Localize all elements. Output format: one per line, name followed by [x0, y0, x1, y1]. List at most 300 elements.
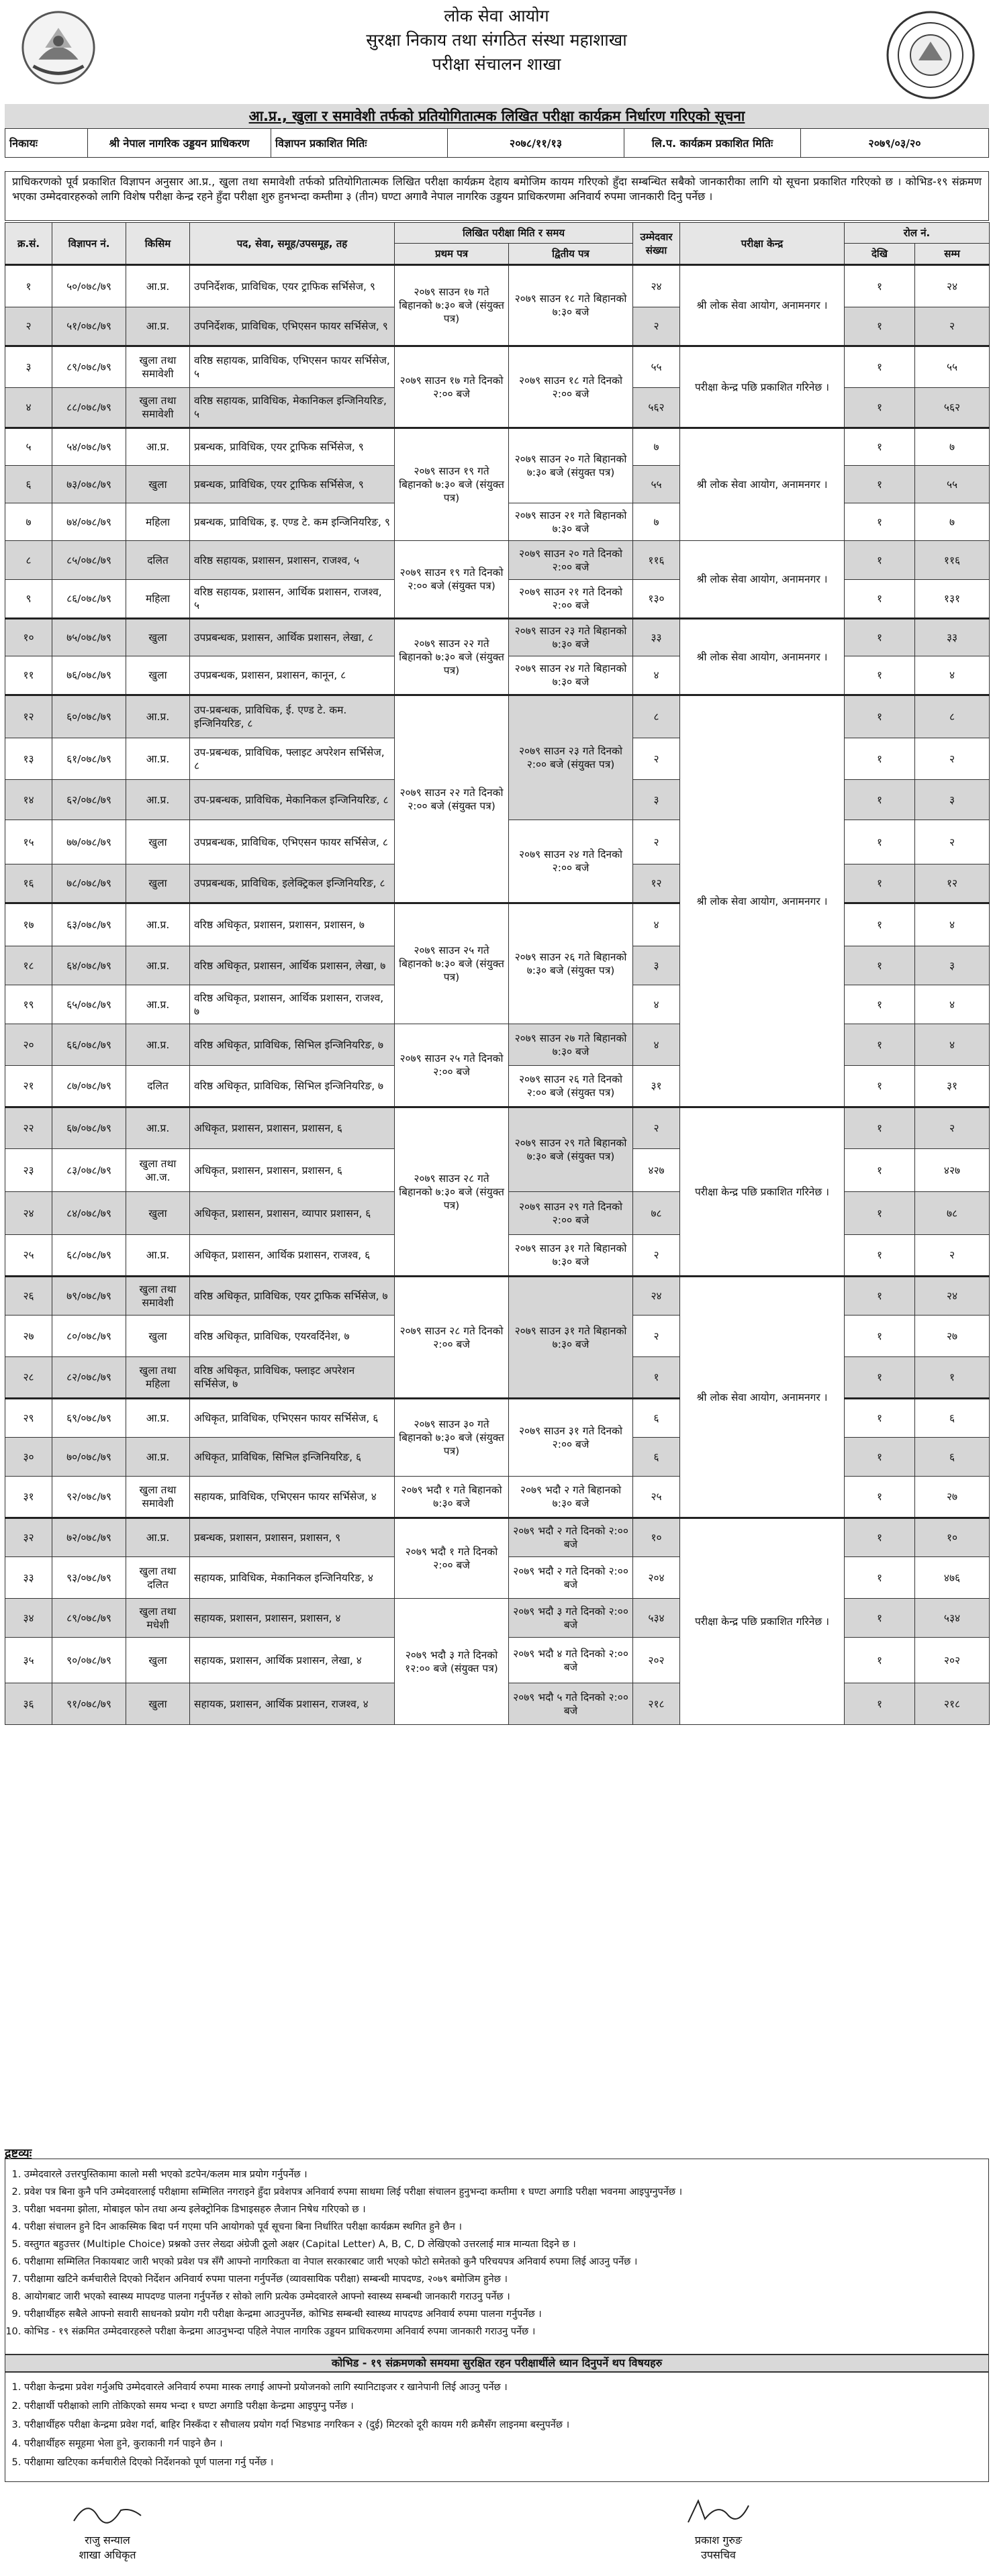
cell-sn: ३३	[5, 1557, 52, 1599]
cell-roll-to: १२	[915, 864, 990, 903]
cell-ad-no: ९३/०७८/७९	[52, 1557, 126, 1599]
cell-sn: १३	[5, 738, 52, 780]
cell-type: खुला तथा समावेशी	[126, 346, 190, 388]
cell-roll-to: २७	[915, 1477, 990, 1518]
note-item: 9. परीक्षार्थीहरु सबैले आफ्नो सवारी साधनको प्रयोग गरी परीक्षा केन्द्रमा आउनुपर्नेछ, कोभिड सम्बन्धी स्वास्थ्य मापदण्ड अनिवार्य रुपमा पालना गर्नुपर्नेछ ।	[24, 2306, 982, 2323]
cell-roll-from: १	[845, 466, 915, 503]
cell-roll-from: १	[845, 738, 915, 780]
cell-roll-to: २	[915, 738, 990, 780]
intro-paragraph: प्राधिकरणको पूर्व प्रकाशित विज्ञापन अनुसार आ.प्र., खुला तथा समावेशी तर्फको प्रतियोगितात्मक लिखित परीक्षा कार्यक्रम देहाय बमोजिम कायम गरिएको हुँदा सम्बन्धित सबैको जानकारीका लागि यो सूचना प्रकाशित गरिएको छ । कोभिड-१९ संक्रमण भएका उम्मेदवारहरुको लागि विशेष परीक्षा केन्द्र रहने हुँदा परीक्षा शुरु हुनभन्दा कम्तीमा ३ (तीन) घण्टा अगावै नेपाल नागरिक उड्डयन प्राधिकरणमा अनिवार्य रुपमा जानकारी दिनु पर्नेछ ।	[5, 171, 989, 221]
cell-ad-no: ६७/०७८/७९	[52, 1107, 126, 1149]
cell-roll-from: १	[845, 265, 915, 307]
note-item: 10. कोभिड - १९ संक्रमित उम्मेदवारहरुले परीक्षा केन्द्रमा आउनुभन्दा पहिले नेपाल नागरिक उड्डयन प्राधिकरणमा अनिवार्य रुपमा जानकारी गराउनु पर्नेछ ।	[24, 2323, 982, 2340]
cell-roll-from: १	[845, 1438, 915, 1477]
cell-roll-to: ६	[915, 1438, 990, 1477]
cell-type: आ.प्र.	[126, 695, 190, 738]
cell-roll-from: १	[845, 1357, 915, 1399]
cell-type: खुला तथा समावेशी	[126, 1277, 190, 1316]
cell-roll-from: १	[845, 428, 915, 466]
cell-sn: ३०	[5, 1438, 52, 1477]
col-roll-from: देखि	[845, 244, 915, 265]
cell-paper2: २०७९ साउन २६ गते बिहानको ७:३० बजे (संयुक्त पत्र)	[509, 903, 633, 1024]
cell-ad-no: ८८/०७८/७९	[52, 388, 126, 428]
cell-roll-from: १	[845, 1277, 915, 1316]
cell-type: आ.प्र.	[126, 985, 190, 1024]
cell-roll-to: ४	[915, 656, 990, 695]
cell-paper2: २०७९ साउन २३ गते दिनको २:०० बजे (संयुक्त पत्र)	[509, 695, 633, 820]
cell-post: उपप्रबन्धक, प्रशासन, प्रशासन, कानून, ८	[190, 656, 395, 695]
cell-count: २	[633, 1235, 680, 1277]
cell-count: ३१	[633, 1066, 680, 1107]
cell-roll-from: १	[845, 1599, 915, 1638]
cell-sn: १४	[5, 780, 52, 820]
cell-count: ४२७	[633, 1149, 680, 1192]
cell-ad-no: ५१/०७८/७९	[52, 307, 126, 346]
col-roll-to: सम्म	[915, 244, 990, 265]
cell-roll-from: १	[845, 780, 915, 820]
cell-ad-no: ८४/०७८/७९	[52, 1192, 126, 1235]
cell-count: २०४	[633, 1557, 680, 1599]
cell-ad-no: ९०/०७८/७९	[52, 1638, 126, 1683]
cell-post: उपप्रबन्धक, प्राविधिक, इलेक्ट्रिकल इन्जिनियरिङ, ८	[190, 864, 395, 903]
cell-roll-from: १	[845, 903, 915, 946]
cell-type: खुला	[126, 1638, 190, 1683]
cell-roll-to: ६	[915, 1399, 990, 1438]
cell-ad-no: ७३/०७८/७९	[52, 466, 126, 503]
cell-paper2: २०७९ भदौ २ गते दिनको २:०० बजे	[509, 1557, 633, 1599]
cell-paper1: २०७९ साउन २२ गते बिहानको ७:३० बजे (संयुक्त पत्र)	[395, 619, 509, 695]
cell-roll-from: १	[845, 946, 915, 985]
cell-ad-no: ७४/०७८/७९	[52, 503, 126, 541]
cell-sn: १९	[5, 985, 52, 1024]
col-post: पद, सेवा, समूह/उपसमूह, तह	[190, 223, 395, 265]
cell-ad-no: ८७/०७८/७९	[52, 1066, 126, 1107]
cell-paper1: २०७९ साउन १९ गते बिहानको ७:३० बजे (संयुक्त पत्र)	[395, 428, 509, 541]
cell-post: वरिष्ठ अधिकृत, प्राविधिक, एयर ट्राफिक सर्भिसेज, ७	[190, 1277, 395, 1316]
cell-sn: २४	[5, 1192, 52, 1235]
cell-sn: ७	[5, 503, 52, 541]
cell-sn: १६	[5, 864, 52, 903]
cell-sn: २१	[5, 1066, 52, 1107]
cell-count: ३	[633, 780, 680, 820]
cell-type: आ.प्र.	[126, 1518, 190, 1557]
cell-ad-no: ६९/०७८/७९	[52, 1399, 126, 1438]
cell-roll-from: १	[845, 864, 915, 903]
cell-type: महिला	[126, 580, 190, 619]
cell-roll-from: १	[845, 1638, 915, 1683]
cell-paper2: २०७९ साउन २१ गते दिनको २:०० बजे	[509, 580, 633, 619]
cell-post: अधिकृत, प्रशासन, प्रशासन, व्यापार प्रशासन, ६	[190, 1192, 395, 1235]
cell-sn: १२	[5, 695, 52, 738]
cell-type: आ.प्र.	[126, 1438, 190, 1477]
cell-count: ७८	[633, 1192, 680, 1235]
cell-count: २	[633, 1316, 680, 1357]
cell-roll-to: ४	[915, 1024, 990, 1066]
cell-paper1: २०७९ भदौ १ गते बिहानको ७:३० बजे	[395, 1477, 509, 1518]
note-item: 5. वस्तुगत बहुउत्तर (Multiple Choice) प्रश्नको उत्तर लेख्दा अंग्रेजी ठूलो अक्षर (Capital Letter) A, B, C, D लेखिएको उत्तरलाई मात्र मान्यता दिइने छ ।	[24, 2236, 982, 2253]
signer-right-title: उपसचिव	[701, 2548, 736, 2561]
cell-center: श्री लोक सेवा आयोग, अनामनगर ।	[680, 619, 845, 695]
meta-table	[5, 128, 989, 158]
cell-count: ६	[633, 1399, 680, 1438]
covid-item: 4. परीक्षार्थीहरु समूहमा भेला हुने, कुराकानी गर्न पाइने छैन ।	[24, 2434, 982, 2453]
cell-paper2: २०७९ साउन २० गते दिनको २:०० बजे	[509, 541, 633, 580]
cell-sn: ११	[5, 656, 52, 695]
header-titles	[235, 4, 758, 77]
cell-count: ५५	[633, 346, 680, 388]
cell-roll-from: १	[845, 1518, 915, 1557]
cell-count: २	[633, 738, 680, 780]
cell-type: आ.प्र.	[126, 738, 190, 780]
signer-right-name: प्रकाश गुरुङ	[694, 2534, 743, 2546]
cell-roll-to: ३१	[915, 1066, 990, 1107]
col-count: उम्मेदवार संख्या	[633, 223, 680, 265]
cell-count: ३३	[633, 619, 680, 656]
table-body	[5, 265, 990, 1725]
cell-paper1: २०७९ साउन २२ गते दिनको २:०० बजे (संयुक्त पत्र)	[395, 695, 509, 903]
cell-roll-from: १	[845, 695, 915, 738]
col-exam-date-time: लिखित परीक्षा मिति र समय	[395, 223, 633, 244]
note-item: 7. परीक्षामा खटिने कर्मचारीले दिएको निर्देशन अनिवार्य रुपमा पालना गर्नुपर्नेछ (व्यावसायिक परीक्षा) सम्बन्धी मापदण्ड, २०७९ बमोजिम हुनेछ ।	[24, 2271, 982, 2288]
cell-ad-no: ७९/०७८/७९	[52, 1277, 126, 1316]
cell-post: उप-प्रबन्धक, प्राविधिक, फ्लाइट अपरेशन सर्भिसेज, ८	[190, 738, 395, 780]
cell-count: ३	[633, 946, 680, 985]
cell-paper2: २०७९ भदौ २ गते बिहानको ७:३० बजे	[509, 1477, 633, 1518]
cell-post: वरिष्ठ अधिकृत, प्राविधिक, सिभिल इन्जिनियरिङ, ७	[190, 1066, 395, 1107]
cell-type: आ.प्र.	[126, 307, 190, 346]
cell-type: आ.प्र.	[126, 1024, 190, 1066]
covid-item: 1. परीक्षा केन्द्रमा प्रवेश गर्नुअघि उम्मेदवारले अनिवार्य रुपमा मास्क लगाई आफ्नो प्रयोजनको लागि स्यानिटाइजर र खानेपानी लिई आउनु पर्नेछ ।	[24, 2378, 982, 2397]
cell-ad-no: ७६/०७८/७९	[52, 656, 126, 695]
cell-post: प्रबन्धक, प्राविधिक, एयर ट्राफिक सर्भिसेज, ९	[190, 428, 395, 466]
cell-count: ८	[633, 695, 680, 738]
cell-ad-no: ८६/०७८/७९	[52, 580, 126, 619]
cell-count: २	[633, 820, 680, 864]
signer-left-title: शाखा अधिकृत	[79, 2548, 136, 2561]
cell-roll-to: १३१	[915, 580, 990, 619]
cell-roll-to: ७	[915, 428, 990, 466]
cell-sn: २७	[5, 1316, 52, 1357]
cell-roll-from: १	[845, 1477, 915, 1518]
cell-post: प्रबन्धक, प्रशासन, प्रशासन, प्रशासन, ९	[190, 1518, 395, 1557]
cell-roll-to: २	[915, 1235, 990, 1277]
cell-count: २	[633, 307, 680, 346]
cell-sn: ९	[5, 580, 52, 619]
nepal-emblem-icon	[19, 8, 98, 87]
cell-count: ४	[633, 1024, 680, 1066]
cell-sn: १८	[5, 946, 52, 985]
cell-paper1: २०७९ भदौ १ गते दिनको २:०० बजे	[395, 1518, 509, 1599]
cell-count: ६	[633, 1438, 680, 1477]
cell-post: सहायक, प्राविधिक, एभिएसन फायर सर्भिसेज, ४	[190, 1477, 395, 1518]
cell-count: २०२	[633, 1638, 680, 1683]
cell-roll-to: २	[915, 307, 990, 346]
col-type: किसिम	[126, 223, 190, 265]
cell-paper2: २०७९ साउन २३ गते बिहानको ७:३० बजे	[509, 619, 633, 656]
cell-type: खुला	[126, 656, 190, 695]
cell-sn: २३	[5, 1149, 52, 1192]
cell-roll-to: ३	[915, 946, 990, 985]
cell-type: दलित	[126, 1066, 190, 1107]
cell-roll-to: ५५	[915, 466, 990, 503]
cell-ad-no: ५०/०७८/७९	[52, 265, 126, 307]
cell-roll-to: २०२	[915, 1638, 990, 1683]
cell-post: वरिष्ठ अधिकृत, प्राविधिक, सिभिल इन्जिनियरिङ, ७	[190, 1024, 395, 1066]
cell-sn: २२	[5, 1107, 52, 1149]
cell-count: २४	[633, 265, 680, 307]
cell-type: खुला	[126, 1316, 190, 1357]
cell-roll-from: १	[845, 346, 915, 388]
cell-type: खुला	[126, 1683, 190, 1725]
cell-count: २१८	[633, 1683, 680, 1725]
cell-roll-from: १	[845, 1192, 915, 1235]
cell-roll-to: २१८	[915, 1683, 990, 1725]
org-value: श्री नेपाल नागरिक उड्डयन प्राधिकरण	[88, 129, 271, 158]
cell-paper2: २०७९ साउन ३१ गते बिहानको ७:३० बजे	[509, 1235, 633, 1277]
cell-paper1: २०७९ साउन २५ गते बिहानको ७:३० बजे (संयुक्त पत्र)	[395, 903, 509, 1024]
cell-post: वरिष्ठ सहायक, प्राविधिक, मेकानिकल इन्जिनियरिङ, ५	[190, 388, 395, 428]
cell-paper2: २०७९ साउन २९ गते बिहानको ७:३० बजे (संयुक्त पत्र)	[509, 1107, 633, 1192]
cell-roll-from: १	[845, 1683, 915, 1725]
cell-roll-to: ३३	[915, 619, 990, 656]
cell-roll-from: १	[845, 580, 915, 619]
cell-post: उप-प्रबन्धक, प्राविधिक, ई. एण्ड टे. कम. इन्जिनियरिङ, ८	[190, 695, 395, 738]
covid-item: 5. परीक्षामा खटिएका कर्मचारीले दिएको निर्देशनको पूर्ण पालना गर्नु पर्नेछ ।	[24, 2453, 982, 2472]
cell-roll-to: ४	[915, 903, 990, 946]
cell-ad-no: ७२/०७८/७९	[52, 1518, 126, 1557]
cell-ad-no: ६०/०७८/७९	[52, 695, 126, 738]
cell-count: १२	[633, 864, 680, 903]
cell-type: खुला तथा समावेशी	[126, 1477, 190, 1518]
cell-paper2: २०७९ साउन २० गते बिहानको ७:३० बजे (संयुक्त पत्र)	[509, 428, 633, 503]
signature-scribble-right	[678, 2495, 759, 2530]
cell-count: ५५	[633, 466, 680, 503]
cell-paper2: २०७९ साउन १८ गते बिहानको ७:३० बजे	[509, 265, 633, 346]
cell-ad-no: ७५/०७८/७९	[52, 619, 126, 656]
cell-post: वरिष्ठ अधिकृत, प्रशासन, आर्थिक प्रशासन, राजश्व, ७	[190, 985, 395, 1024]
cell-ad-no: ६६/०७८/७९	[52, 1024, 126, 1066]
cell-roll-to: ५३४	[915, 1599, 990, 1638]
cell-post: वरिष्ठ सहायक, प्रशासन, प्रशासन, राजश्व, ५	[190, 541, 395, 580]
cell-post: वरिष्ठ अधिकृत, प्रशासन, प्रशासन, प्रशासन, ७	[190, 903, 395, 946]
cell-type: आ.प्र.	[126, 1399, 190, 1438]
cell-type: खुला तथा महिला	[126, 1357, 190, 1399]
cell-paper1: २०७९ भदौ ३ गते दिनको १२:०० बजे (संयुक्त पत्र)	[395, 1599, 509, 1725]
cell-sn: ३४	[5, 1599, 52, 1638]
cell-type: आ.प्र.	[126, 946, 190, 985]
cell-ad-no: ९२/०७८/७९	[52, 1477, 126, 1518]
cell-ad-no: ६४/०७८/७९	[52, 946, 126, 985]
col-paper2: द्वितीय पत्र	[509, 244, 633, 265]
section-title: परीक्षा संचालन शाखा	[432, 54, 561, 74]
note-item: 3. परीक्षा भवनमा झोला, मोबाइल फोन तथा अन्य इलेक्ट्रोनिक डिभाइसहरु लैजान निषेध गरिएको छ ।	[24, 2201, 982, 2218]
cell-paper1: २०७९ साउन २८ गते दिनको २:०० बजे	[395, 1277, 509, 1399]
cell-ad-no: ८३/०७८/७९	[52, 1149, 126, 1192]
cell-ad-no: ५४/०७८/७९	[52, 428, 126, 466]
cell-type: खुला	[126, 820, 190, 864]
cell-roll-from: १	[845, 1235, 915, 1277]
cell-post: वरिष्ठ अधिकृत, प्राविधिक, फ्लाइट अपरेशन सर्भिसेज, ७	[190, 1357, 395, 1399]
cell-ad-no: ६८/०७८/७९	[52, 1235, 126, 1277]
cell-ad-no: ६५/०७८/७९	[52, 985, 126, 1024]
cell-roll-to: २७	[915, 1316, 990, 1357]
org-label: निकायः	[5, 129, 88, 158]
cell-post: उपप्रबन्धक, प्रशासन, आर्थिक प्रशासन, लेखा, ८	[190, 619, 395, 656]
cell-type: खुला तथा मधेशी	[126, 1599, 190, 1638]
cell-sn: २६	[5, 1277, 52, 1316]
cell-center: परीक्षा केन्द्र पछि प्रकाशित गरिनेछ ।	[680, 1518, 845, 1725]
cell-roll-from: १	[845, 388, 915, 428]
note-item: 1. उम्मेदवारले उत्तरपुस्तिकामा कालो मसी भएको डटपेन/कलम मात्र प्रयोग गर्नुपर्नेछ ।	[24, 2166, 982, 2183]
cell-roll-to: ८	[915, 695, 990, 738]
cell-post: प्रबन्धक, प्राविधिक, एयर ट्राफिक सर्भिसेज, ९	[190, 466, 395, 503]
covid-box	[5, 2372, 989, 2482]
col-center: परीक्षा केन्द्र	[680, 223, 845, 265]
cell-type: आ.प्र.	[126, 1235, 190, 1277]
table-row	[5, 1518, 990, 1557]
psc-seal-icon	[884, 8, 978, 102]
cell-post: उपनिर्देशक, प्राविधिक, एभिएसन फायर सर्भिसेज, ९	[190, 307, 395, 346]
cell-post: सहायक, प्रशासन, आर्थिक प्रशासन, राजश्व, ४	[190, 1683, 395, 1725]
cell-sn: २९	[5, 1399, 52, 1438]
cell-type: आ.प्र.	[126, 903, 190, 946]
cell-ad-no: ७७/०७८/७९	[52, 820, 126, 864]
cell-ad-no: ६२/०७८/७९	[52, 780, 126, 820]
cell-post: सहायक, प्रशासन, प्रशासन, प्रशासन, ४	[190, 1599, 395, 1638]
cell-type: खुला	[126, 619, 190, 656]
cell-ad-no: ७८/०७८/७९	[52, 864, 126, 903]
prog-date-label: लि.प. कार्यक्रम प्रकाशित मितिः	[624, 129, 801, 158]
cell-ad-no: ७०/०७८/७९	[52, 1438, 126, 1477]
cell-type: खुला	[126, 466, 190, 503]
covid-item: 3. परीक्षार्थीहरु परीक्षा केन्द्रमा प्रवेश गर्दा, बाहिर निस्कँदा र सौचालय प्रयोग गर्दा भिडभाड नगरिकन २ (दुई) मिटरको दूरी कायम गरी क्रमैसँग लाइनमा बस्नुपर्नेछ ।	[24, 2416, 982, 2434]
cell-paper2: २०७९ साउन १८ गते दिनको २:०० बजे	[509, 346, 633, 428]
cell-type: दलित	[126, 541, 190, 580]
cell-sn: ३१	[5, 1477, 52, 1518]
cell-count: ७	[633, 428, 680, 466]
cell-count: १	[633, 1357, 680, 1399]
cell-post: सहायक, प्राविधिक, मेकानिकल इन्जिनियरिङ, ४	[190, 1557, 395, 1599]
cell-roll-to: ४७६	[915, 1557, 990, 1599]
cell-roll-to: ७	[915, 503, 990, 541]
cell-roll-from: १	[845, 541, 915, 580]
cell-sn: ३६	[5, 1683, 52, 1725]
cell-center: श्री लोक सेवा आयोग, अनामनगर ।	[680, 541, 845, 619]
table-row	[5, 1107, 990, 1149]
cell-paper1: २०७९ साउन १९ गते दिनको २:०० बजे (संयुक्त पत्र)	[395, 541, 509, 619]
cell-sn: ३	[5, 346, 52, 388]
cell-sn: १०	[5, 619, 52, 656]
cell-sn: १७	[5, 903, 52, 946]
cell-post: वरिष्ठ अधिकृत, प्रशासन, आर्थिक प्रशासन, लेखा, ७	[190, 946, 395, 985]
table-row	[5, 1277, 990, 1316]
cell-ad-no: ८९/०७८/७९	[52, 1599, 126, 1638]
cell-count: २५	[633, 1477, 680, 1518]
cell-center: श्री लोक सेवा आयोग, अनामनगर ।	[680, 428, 845, 541]
cell-count: १०	[633, 1518, 680, 1557]
cell-ad-no: ६१/०७८/७९	[52, 738, 126, 780]
cell-roll-to: ४२७	[915, 1149, 990, 1192]
signature-scribble-left	[67, 2495, 148, 2530]
note-item: 4. परीक्षा संचालन हुने दिन आकस्मिक बिदा पर्न गएमा पनि आयोगको पूर्व सूचना बिना निर्धारित परीक्षा कार्यक्रम स्थगित हुने छैन ।	[24, 2218, 982, 2236]
cell-ad-no: ६३/०७८/७९	[52, 903, 126, 946]
cell-sn: २०	[5, 1024, 52, 1066]
cell-post: अधिकृत, प्राविधिक, सिभिल इन्जिनियरिङ, ६	[190, 1438, 395, 1477]
cell-post: वरिष्ठ अधिकृत, प्राविधिक, एयरवर्दिनेश, ७	[190, 1316, 395, 1357]
cell-roll-to: ७८	[915, 1192, 990, 1235]
cell-count: ५६२	[633, 388, 680, 428]
signature-left	[20, 2495, 195, 2563]
cell-paper2: २०७९ साउन २७ गते बिहानको ७:३० बजे	[509, 1024, 633, 1066]
cell-sn: ६	[5, 466, 52, 503]
col-roll: रोल नं.	[845, 223, 990, 244]
cell-ad-no: ८०/०७८/७९	[52, 1316, 126, 1357]
ad-date-label: विज्ञापन प्रकाशित मितिः	[271, 129, 448, 158]
col-paper1: प्रथम पत्र	[395, 244, 509, 265]
cell-roll-from: १	[845, 820, 915, 864]
cell-post: अधिकृत, प्रशासन, आर्थिक प्रशासन, राजश्व, ६	[190, 1235, 395, 1277]
cell-count: २	[633, 1107, 680, 1149]
cell-roll-from: १	[845, 1316, 915, 1357]
cell-type: खुला तथा समावेशी	[126, 388, 190, 428]
exam-schedule-table	[5, 222, 990, 1725]
cell-roll-to: ५५	[915, 346, 990, 388]
cell-type: आ.प्र.	[126, 780, 190, 820]
note-item: 2. प्रवेश पत्र बिना कुनै पनि उम्मेदवारलाई परीक्षामा सम्मिलित नगराइने हुँदा प्रवेशपत्र अनिवार्य रुपमा साथमा लिई परीक्षा संचालन हुनुभन्दा कम्तीमा १ घण्टा अगाडि परीक्षा भवनमा आइपुग्नुपर्नेछ ।	[24, 2183, 982, 2201]
cell-roll-to: २	[915, 1107, 990, 1149]
cell-type: खुला तथा दलित	[126, 1557, 190, 1599]
cell-paper2: २०७९ साउन २१ गते बिहानको ७:३० बजे	[509, 503, 633, 541]
cell-type: आ.प्र.	[126, 428, 190, 466]
cell-post: अधिकृत, प्रशासन, प्रशासन, प्रशासन, ६	[190, 1107, 395, 1149]
cell-count: २४	[633, 1277, 680, 1316]
table-row	[5, 619, 990, 656]
cell-roll-from: १	[845, 619, 915, 656]
cell-paper2: २०७९ साउन ३१ गते बिहानको ७:३० बजे	[509, 1277, 633, 1399]
cell-paper2: २०७९ भदौ ५ गते दिनको २:०० बजे	[509, 1683, 633, 1725]
cell-count: ४	[633, 903, 680, 946]
cell-count: ११६	[633, 541, 680, 580]
cell-post: उप-प्रबन्धक, प्राविधिक, मेकानिकल इन्जिनियरिङ, ८	[190, 780, 395, 820]
cell-roll-to: १	[915, 1357, 990, 1399]
cell-roll-from: १	[845, 985, 915, 1024]
cell-sn: ८	[5, 541, 52, 580]
cell-sn: २८	[5, 1357, 52, 1399]
cell-roll-from: १	[845, 307, 915, 346]
cell-paper2: २०७९ साउन २४ गते दिनको २:०० बजे	[509, 820, 633, 903]
signer-left-name: राजु सन्याल	[85, 2534, 130, 2546]
col-sn: क्र.सं.	[5, 223, 52, 265]
cell-roll-from: १	[845, 1399, 915, 1438]
cell-type: खुला	[126, 1192, 190, 1235]
cell-paper2: २०७९ साउन ३१ गते दिनको २:०० बजे	[509, 1399, 633, 1477]
table-row	[5, 428, 990, 466]
cell-sn: २	[5, 307, 52, 346]
cell-paper2: २०७९ साउन २६ गते दिनको २:०० बजे (संयुक्त पत्र)	[509, 1066, 633, 1107]
note-item: 6. परीक्षामा सम्मिलित निकायबाट जारी भएको प्रवेश पत्र सँगै आफ्नो नागरिकता वा नेपाल सरकारबाट जारी भएको फोटो समेतको कुनै परिचयपत्र अनिवार्य रुपमा लिई आउनु पर्नेछ ।	[24, 2253, 982, 2271]
signature-right	[631, 2495, 806, 2563]
cell-count: ७	[633, 503, 680, 541]
cell-sn: ५	[5, 428, 52, 466]
cell-roll-to: २४	[915, 265, 990, 307]
table-row	[5, 695, 990, 738]
cell-post: उपनिर्देशक, प्राविधिक, एयर ट्राफिक सर्भिसेज, ९	[190, 265, 395, 307]
cell-roll-from: १	[845, 1107, 915, 1149]
cell-paper2: २०७९ साउन २४ गते बिहानको ७:३० बजे	[509, 656, 633, 695]
cell-ad-no: ८५/०७८/७९	[52, 541, 126, 580]
table-row	[5, 346, 990, 388]
cell-post: उपप्रबन्धक, प्राविधिक, एभिएसन फायर सर्भिसेज, ८	[190, 820, 395, 864]
